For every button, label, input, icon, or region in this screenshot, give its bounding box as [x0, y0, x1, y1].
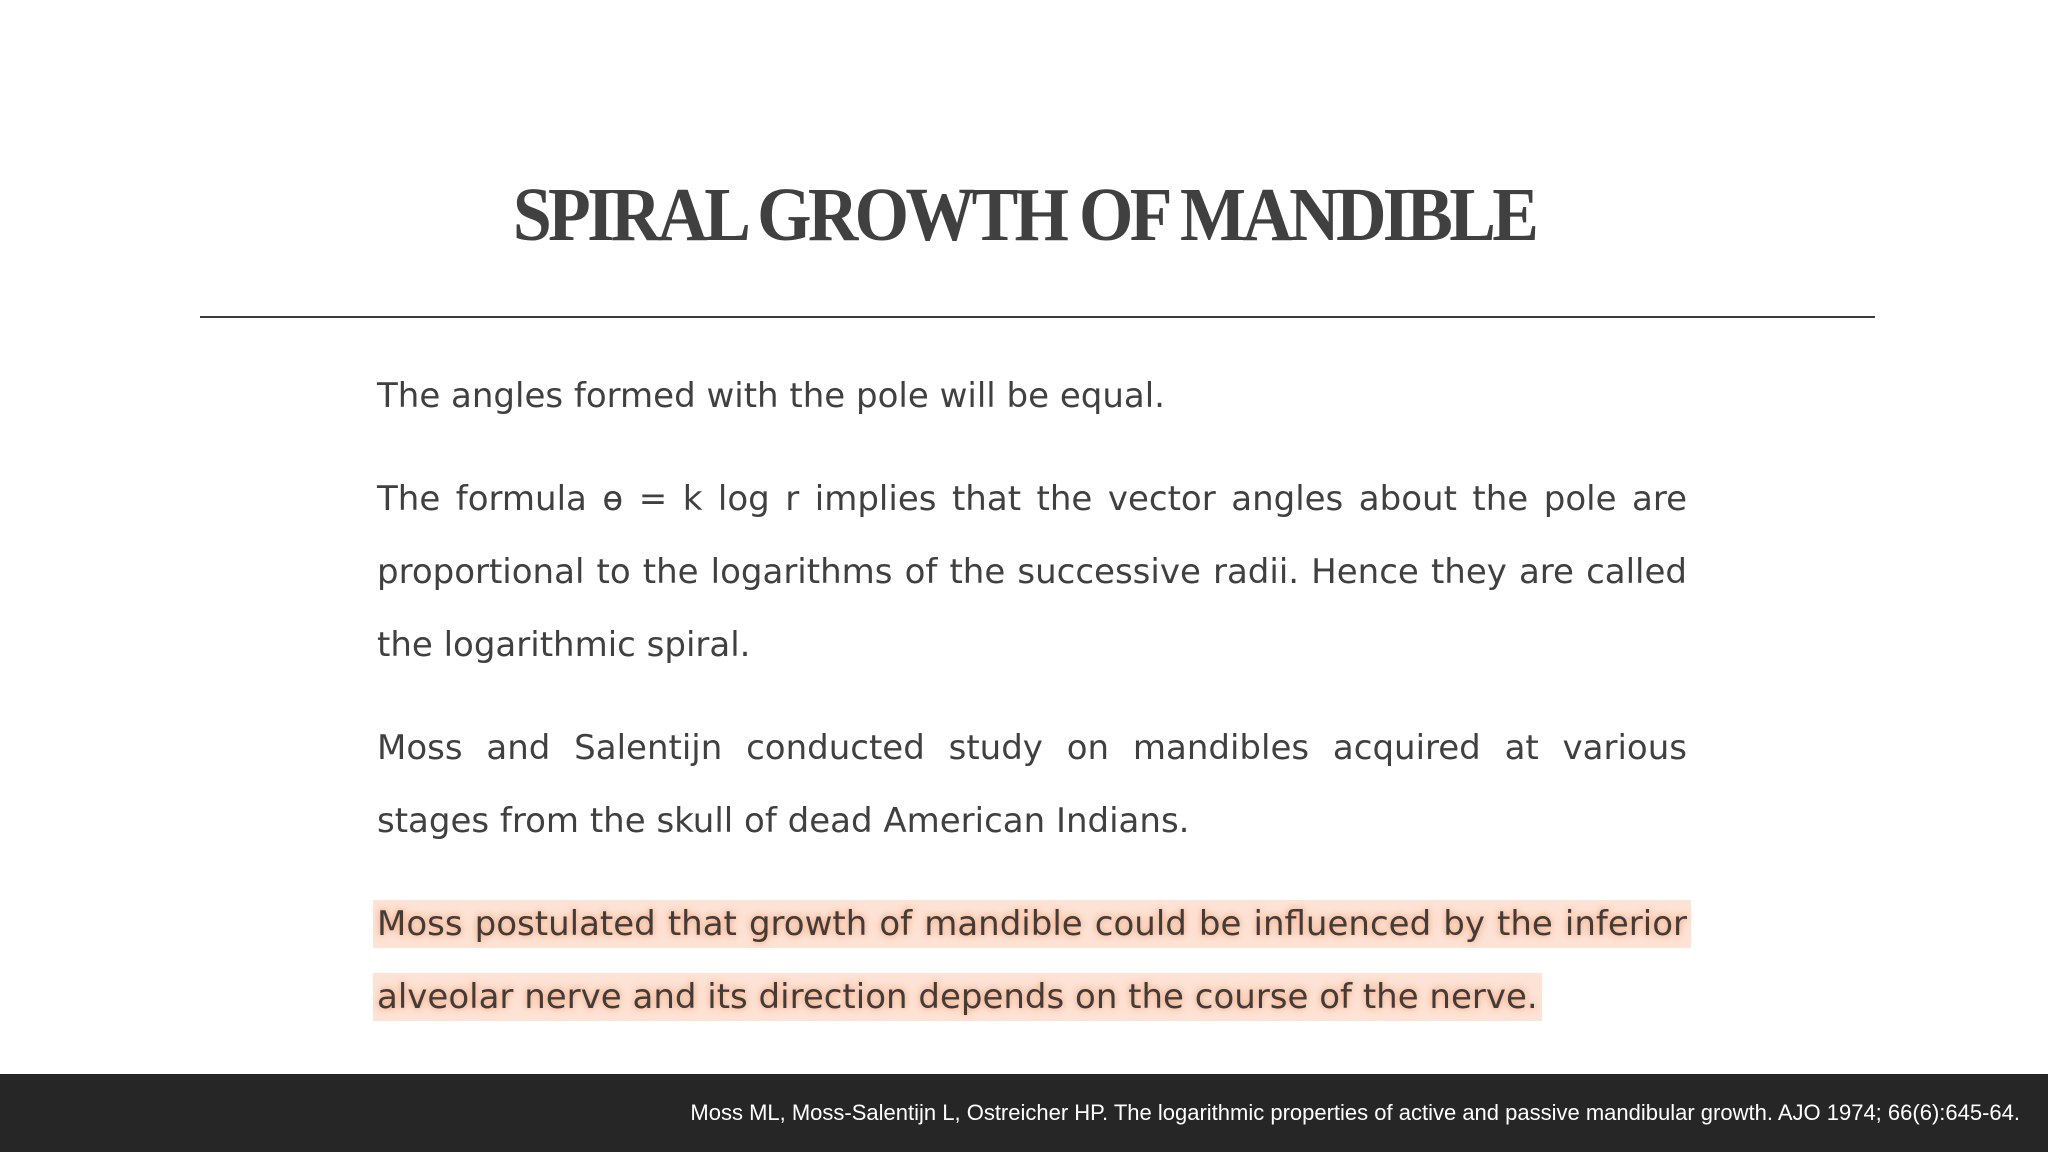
- paragraph-study: Moss and Salentijn conducted study on mandibles acquired at various stages from the skull of dead American Indians.: [377, 728, 1687, 841]
- title-divider: [200, 316, 1875, 318]
- highlighted-text: Moss postulated that growth of mandible could be influenced by the inferior alveolar nerve and its direction depends on the course of the nerve.: [377, 904, 1687, 1017]
- slide-body: [377, 360, 1687, 1034]
- footer-citation: Moss ML, Moss-Salentijn L, Ostreicher HP. The logarithmic properties of active and passive mandibular growth. AJO 1974; 66(6):645-64.: [690, 1100, 2020, 1125]
- paragraph-angles: The angles formed with the pole will be equal.: [377, 376, 1165, 416]
- footer-bar: [0, 1074, 2048, 1152]
- slide-title: SPIRAL GROWTH OF MANDIBLE: [512, 173, 1536, 257]
- paragraph-postulate: [377, 888, 1687, 1034]
- paragraph-formula: The formula ɵ = k log r implies that the vector angles about the pole are proportional to the logarithms of the successive radii. Hence they are called the logarithmic spiral.: [377, 479, 1687, 665]
